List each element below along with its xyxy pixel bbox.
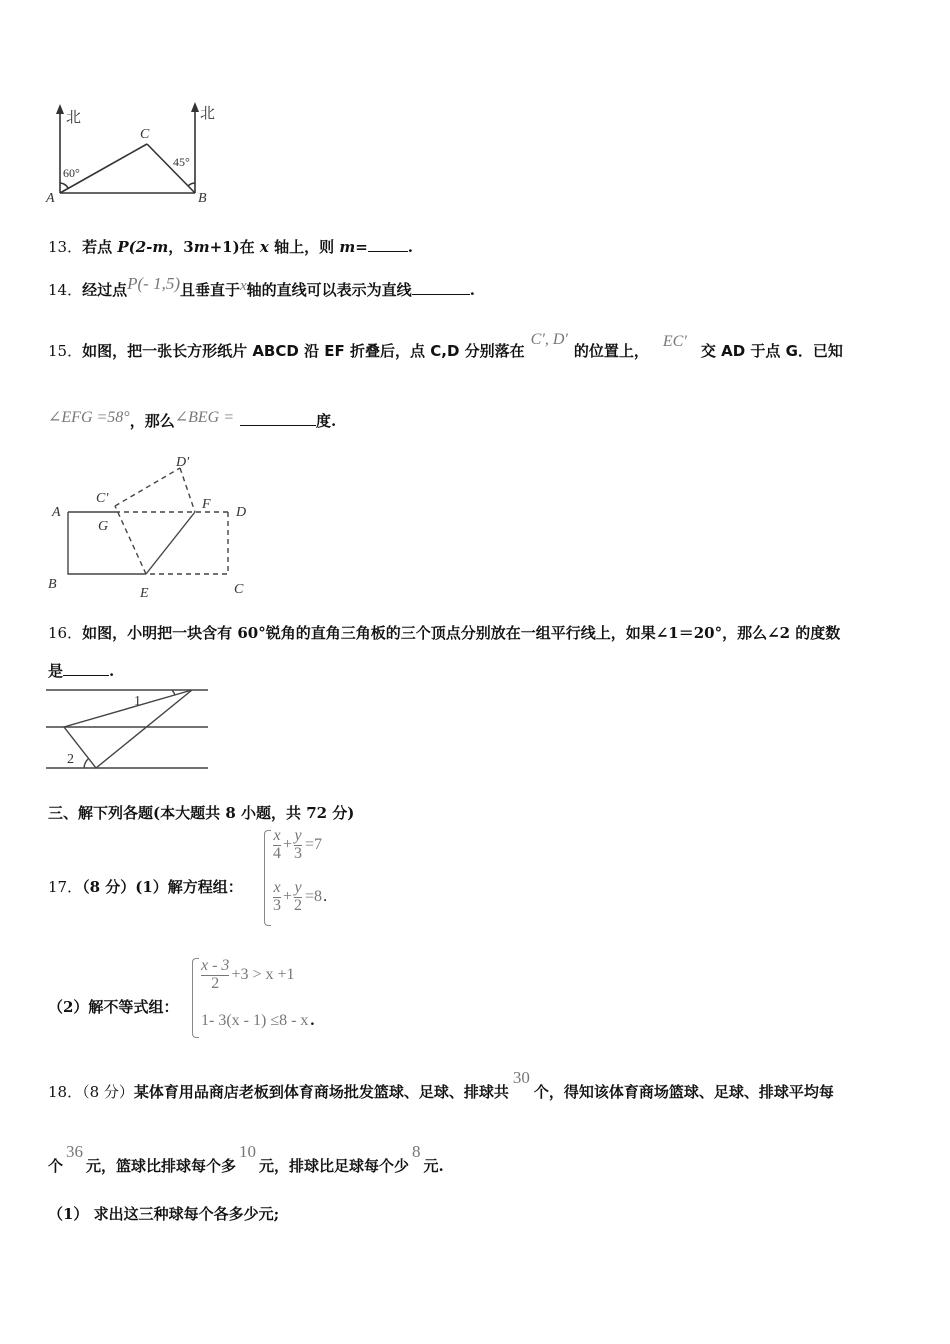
answer-blank[interactable]: [240, 411, 316, 426]
question-18-part1: （1） 求出这三种球每个各多少元;: [48, 1205, 280, 1223]
question-16-line2: 是 .: [48, 662, 115, 680]
question-14: 14．经过点P(- 1,5)且垂直于x轴的直线可以表示为直线 .: [48, 274, 475, 299]
left-brace: [192, 958, 199, 1038]
angle-2-label: 2: [67, 752, 74, 767]
label-b: B: [48, 577, 57, 592]
label-b: B: [198, 191, 207, 206]
answer-blank[interactable]: [368, 237, 408, 252]
answer-blank[interactable]: [412, 280, 470, 295]
question-18-line2: 个36元，篮球比排球每个多10元，排球比足球每个少8元.: [48, 1142, 444, 1175]
equation-1: $\frac{x}{4}$ + $\frac{y}{3}$ =7: [273, 827, 323, 862]
arrow-north-a: [56, 104, 64, 114]
angle-45-label: 45°: [173, 155, 190, 169]
figure-folded-rectangle: [40, 452, 270, 602]
triangle-ruler: [64, 690, 192, 768]
figure-parallel-lines: [44, 684, 214, 776]
question-18: 18．（8 分）某体育用品商店老板到体育商场批发篮球、足球、排球共30个，得知该体育商场篮球、足球、排球平均每: [48, 1068, 834, 1101]
north-label-a: 北: [66, 110, 82, 126]
section-heading: 三、解下列各题(本大题共 8 小题，共 72 分): [48, 804, 355, 822]
question-17-part2: （2）解不等式组：: [48, 998, 179, 1016]
label-a: A: [52, 505, 61, 520]
label-g: G: [98, 519, 109, 534]
inequality-2: 1- 3(x - 1) ≤8 - x .: [201, 1012, 315, 1029]
inequality-system: [192, 956, 352, 1040]
question-13: 13．若点 P(2-m，3m+1)在 x 轴上，则 m= .: [48, 238, 413, 256]
label-d-prime: D': [176, 455, 190, 470]
label-c-prime: C': [96, 491, 109, 506]
label-a: A: [46, 191, 55, 206]
angle-60-label: 60°: [63, 166, 80, 180]
answer-blank[interactable]: [63, 661, 109, 676]
inequality-1: $\frac{x - 3}{2}$ +3 > x +1: [201, 957, 295, 992]
angle-1-label: 1: [134, 694, 141, 709]
arrow-north-b: [191, 102, 199, 112]
fold-line-ef: [146, 512, 195, 574]
label-f: F: [202, 497, 211, 512]
label-d: D: [236, 505, 247, 520]
equation-system: [264, 826, 354, 928]
question-17: 17．（8 分）(1）解方程组：: [48, 878, 243, 896]
label-e: E: [140, 586, 149, 601]
question-15-line2: ∠EFG =58°，那么∠BEG = 度.: [48, 409, 337, 430]
label-c: C: [140, 127, 150, 142]
north-label-b: 北: [200, 106, 216, 122]
label-c: C: [234, 582, 244, 597]
figure-directions: [40, 100, 240, 208]
question-15: 15．如图，把一张长方形纸片 ABCD 沿 EF 折叠后，点 C,D 分别落在C′, D′的位置上，EC′交 AD 于点 G．已知: [48, 331, 843, 360]
question-16: 16．如图，小明把一块含有 60°锐角的直角三角板的三个顶点分别放在一组平行线上，如果∠1＝20°，那么∠2 的度数: [48, 624, 841, 642]
equation-2: $\frac{x}{3}$ + $\frac{y}{2}$ =8 .: [273, 879, 328, 914]
left-brace: [264, 830, 271, 926]
